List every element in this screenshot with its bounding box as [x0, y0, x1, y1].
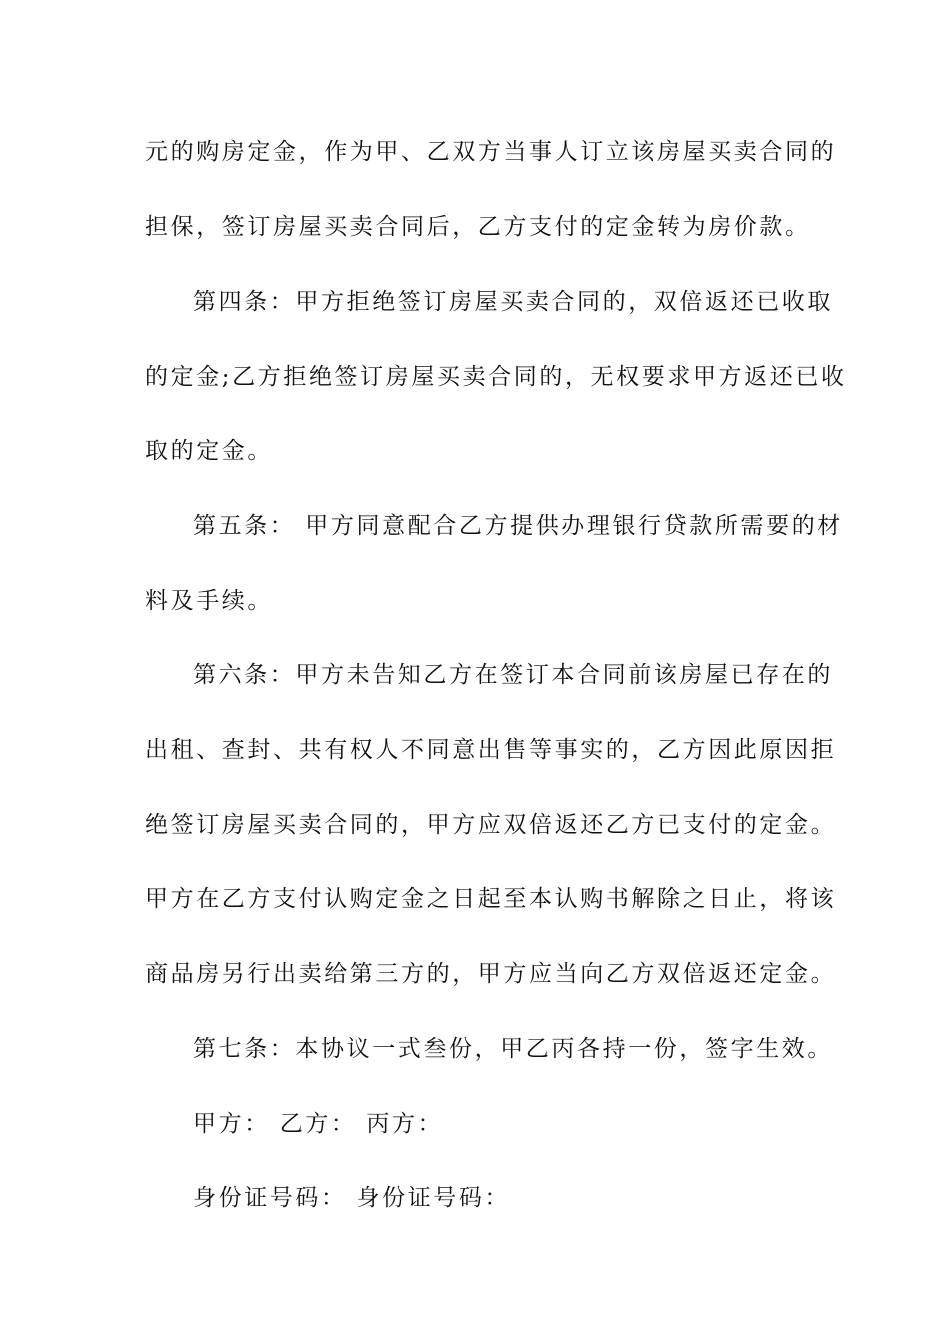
text-line: 出租、查封、共有权人不同意出售等事实的，乙方因此原因拒	[145, 737, 837, 763]
text-line: 元的购房定金，作为甲、乙双方当事人订立该房屋买卖合同的	[145, 139, 837, 165]
signature-parties-line: 甲方： 乙方： 丙方：	[193, 1111, 444, 1137]
id-number-line: 身份证号码： 身份证号码：	[193, 1185, 511, 1211]
text-line: 料及手续。	[145, 588, 273, 614]
article-7-text: 第七条：本协议一式叁份，甲乙丙各持一份，签字生效。	[193, 1036, 833, 1062]
text-line: 商品房另行出卖给第三方的，甲方应当向乙方双倍返还定金。	[145, 961, 837, 987]
text-line: 的定金;乙方拒绝签订房屋买卖合同的，无权要求甲方返还已收	[145, 364, 847, 390]
text-line: 甲方在乙方支付认购定金之日起至本认购书解除之日止，将该	[145, 886, 837, 912]
text-line: 取的定金。	[145, 438, 273, 464]
text-line: 担保，签订房屋买卖合同后，乙方支付的定金转为房价款。	[145, 214, 811, 240]
text-line: 绝签订房屋买卖合同的，甲方应双倍返还乙方已支付的定金。	[145, 812, 837, 838]
article-6-text: 第六条：甲方未告知乙方在签订本合同前该房屋已存在的	[193, 662, 833, 688]
article-5-text: 第五条： 甲方同意配合乙方提供办理银行贷款所需要的材	[193, 513, 843, 539]
article-4-text: 第四条：甲方拒绝签订房屋买卖合同的，双倍返还已收取	[193, 289, 833, 315]
